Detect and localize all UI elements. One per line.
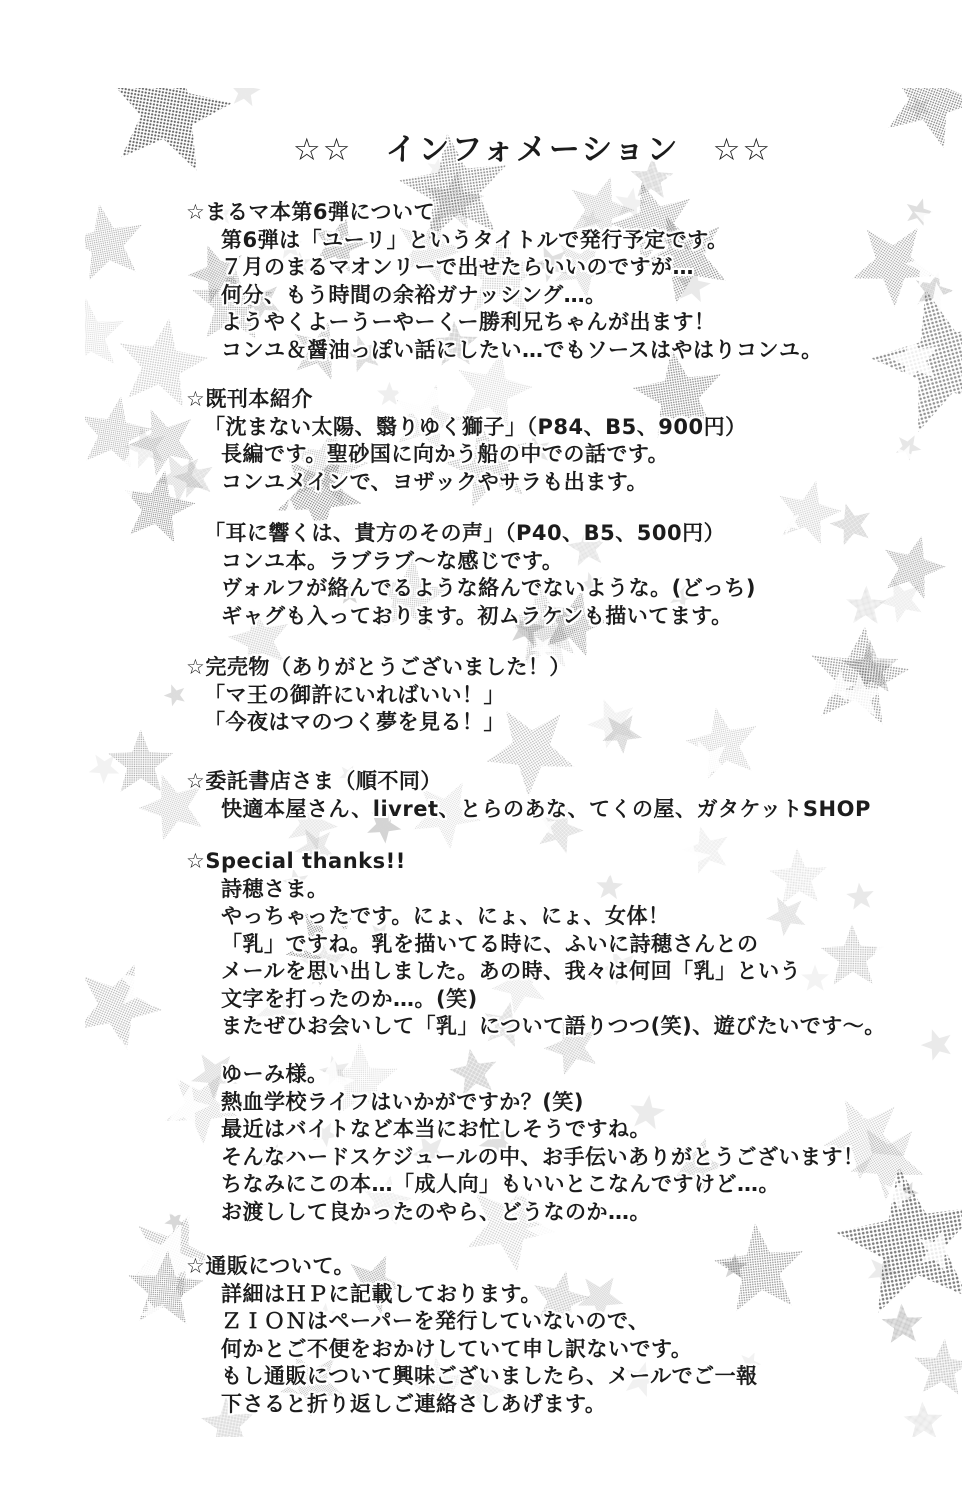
text-line: 第6弾は「ユーリ」というタイトルで発行予定です。 [221, 227, 729, 252]
section-mail-order [186, 1253, 758, 1418]
text-line: 長編です。聖砂国に向かう船の中での話です。 [221, 442, 670, 466]
text-line: 詳細はＨＰに記載しております。 [221, 1281, 542, 1306]
book-title-line: 「耳に響くは、貴方のその声」（P40、B5、500円） [204, 521, 726, 545]
text-line: ようやくよーうーやーくー勝利兄ちゃんが出ます！ [221, 310, 716, 334]
text-line: コンユメインで、ヨザックやサラも出ます。 [221, 469, 649, 494]
section-heading: ☆完売物（ありがとうございました！） [186, 655, 571, 679]
section-special-thanks-2 [186, 1061, 865, 1226]
text-line: 「乳」ですね。乳を描いてる時に、ふいに詩穂さんとの [221, 931, 759, 956]
text-line: またぜひお会いして「乳」について語りつつ(笑)、遊びたいです～。 [221, 1014, 886, 1038]
text-line: そんなハードスケジュールの中、お手伝いありがとうございます！ [221, 1144, 865, 1169]
text-line: 詩穂さま。 [221, 876, 329, 901]
text-line: メールを思い出しました。あの時、我々は何回「乳」という [221, 959, 802, 983]
text-line: ＺＩＯＮはペーパーを発行していないので、 [221, 1309, 650, 1333]
section-published-books [186, 386, 747, 496]
book-title-line: 「マ王の御許にいればいい！」 [204, 682, 505, 707]
text-line: コンユ＆醤油っぽい話にしたい…でもソースはやはりコンユ。 [221, 337, 823, 362]
section-heading: ☆委託書店さま（順不同） [186, 769, 442, 793]
text-line: 快適本屋さん、livret、とらのあな、てくの屋、ガタケットSHOP [221, 796, 871, 821]
text-line: 何かとご不便をおかけしていて申し訳ないです。 [221, 1336, 693, 1361]
text-line: コンユ本。ラブラブ～な感じです。 [221, 548, 564, 573]
section-published-books-2 [186, 520, 756, 630]
section-special-thanks [186, 848, 886, 1041]
text-line: 何分、もう時間の余裕ガナッシング…。 [221, 282, 607, 307]
page-title: ☆☆ インフォメーション ☆☆ [292, 132, 773, 168]
text-line: 熱血学校ライフはいかがですか？(笑) [221, 1089, 584, 1114]
text-line: ７月のまるマオンリーで出せたらいいのですが… [221, 255, 694, 279]
text-line: ちなみにこの本…「成人向」もいいとこなんですけど…。 [221, 1172, 780, 1196]
section-heading: ☆通販について。 [186, 1254, 355, 1278]
text-line: ヴォルフが絡んでるような絡んでないような。(どっち) [221, 576, 756, 600]
text-line: もし通販について興味ございましたら、メールでご一報 [221, 1364, 758, 1388]
text-line: お渡しして良かったのやら、どうなのか…。 [221, 1199, 651, 1224]
book-title-line: 「沈まない太陽、翳りゆく獅子」（P84、B5、900円） [204, 414, 747, 439]
text-line: 最近はバイトなど本当にお忙しそうですね。 [221, 1117, 651, 1141]
section-next-book [186, 199, 823, 364]
section-sold-out [186, 654, 571, 737]
text-line: ゆーみ様。 [221, 1062, 329, 1086]
text-line: 下さると折り返しご連絡さしあげます。 [221, 1391, 607, 1416]
text-line: ギャグも入っております。初ムラケンも描いてます。 [221, 603, 733, 628]
section-consignment-shops [186, 768, 871, 823]
section-heading: ☆Special thanks!! [186, 849, 406, 873]
section-heading: ☆まるマ本第6弾について [186, 200, 436, 224]
book-title-line: 「今夜はマのつく夢を見る！」 [204, 710, 505, 734]
text-line: 文字を打ったのか…。(笑) [221, 986, 478, 1011]
section-heading: ☆既刊本紹介 [186, 387, 313, 411]
text-line: やっちゃったです。にょ、にょ、にょ、女体！ [221, 904, 670, 928]
